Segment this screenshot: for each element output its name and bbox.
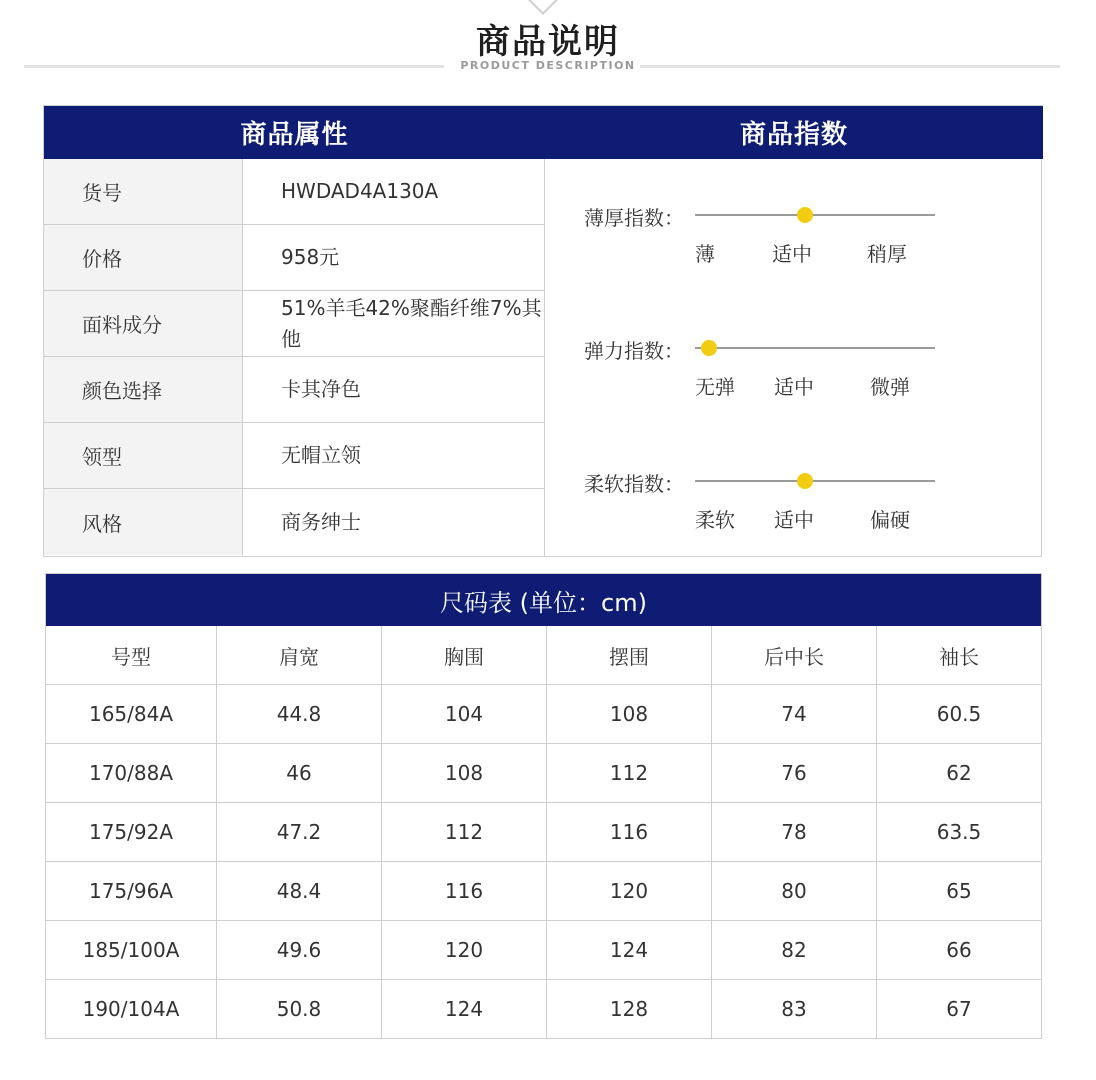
attribute-label: 面料成分 xyxy=(44,291,243,356)
attribute-label: 领型 xyxy=(44,423,243,488)
index-marker xyxy=(797,473,813,489)
index-tick-low: 无弹 xyxy=(695,375,735,399)
attribute-row-item-number xyxy=(44,159,545,225)
size-table-header xyxy=(46,626,1041,684)
size-table-cell: 74 xyxy=(711,685,876,743)
size-table-cell: 175/92A xyxy=(88,820,174,844)
index-tick-high: 偏硬 xyxy=(870,508,910,532)
size-table-cell: 82 xyxy=(711,921,876,979)
size-table-cell: 46 xyxy=(216,744,381,802)
size-table-cell: 165/84A xyxy=(88,702,174,726)
attribute-value: HWDAD4A130A xyxy=(281,179,439,203)
thickness-index xyxy=(545,202,1043,302)
index-label: 柔软指数： xyxy=(584,472,684,496)
size-table-cell: 112 xyxy=(381,803,546,861)
size-table-cell: 175/96A xyxy=(88,879,174,903)
attribute-label: 颜色选择 xyxy=(44,357,243,422)
size-table-row xyxy=(46,861,1041,920)
index-tick-high: 稍厚 xyxy=(867,242,907,266)
size-table-row xyxy=(46,684,1041,743)
attribute-row-collar xyxy=(44,423,545,489)
size-table-cell: 65 xyxy=(876,862,1041,920)
attribute-value: 无帽立领 xyxy=(281,443,361,467)
size-table-cell: 116 xyxy=(546,803,711,861)
size-table-header-cell: 摆围 xyxy=(546,626,711,684)
index-track xyxy=(695,347,935,349)
index-tick-high: 微弹 xyxy=(870,375,910,399)
size-table-cell: 60.5 xyxy=(876,685,1041,743)
attribute-row-fabric xyxy=(44,291,545,357)
attribute-row-price xyxy=(44,225,545,291)
size-table-cell: 120 xyxy=(546,862,711,920)
size-table-cell: 44.8 xyxy=(216,685,381,743)
size-table-header-cell: 号型 xyxy=(111,644,151,669)
size-table-header-cell: 袖长 xyxy=(876,626,1041,684)
size-table-cell: 108 xyxy=(546,685,711,743)
index-tick-mid: 适中 xyxy=(772,242,812,266)
size-table-cell: 63.5 xyxy=(876,803,1041,861)
index-tick-low: 柔软 xyxy=(695,508,735,532)
page-subtitle: PRODUCT DESCRIPTION xyxy=(460,59,636,72)
index-tick-low: 薄 xyxy=(695,242,715,266)
size-table-cell: 104 xyxy=(381,685,546,743)
size-table-cell: 170/88A xyxy=(88,761,174,785)
product-info-block xyxy=(43,105,1042,557)
index-marker xyxy=(701,340,717,356)
size-table-cell: 47.2 xyxy=(216,803,381,861)
size-table-cell: 80 xyxy=(711,862,876,920)
page-title: 商品说明 xyxy=(476,22,620,62)
size-table-cell: 62 xyxy=(876,744,1041,802)
index-track xyxy=(695,214,935,216)
size-table xyxy=(46,626,1041,1038)
size-table-cell: 49.6 xyxy=(216,921,381,979)
size-table-cell: 67 xyxy=(876,980,1041,1038)
attribute-value: 958元 xyxy=(281,245,340,269)
index-marker xyxy=(797,207,813,223)
size-table-cell: 120 xyxy=(381,921,546,979)
index-label: 弹力指数： xyxy=(584,339,684,363)
attribute-value: 卡其净色 xyxy=(281,377,361,401)
attributes-heading: 商品属性 xyxy=(44,106,545,159)
size-table-cell: 50.8 xyxy=(216,980,381,1038)
size-table-header-cell: 肩宽 xyxy=(216,626,381,684)
attribute-label: 货号 xyxy=(44,159,243,224)
index-track xyxy=(695,480,935,482)
attribute-row-style xyxy=(44,489,545,555)
size-table-cell: 66 xyxy=(876,921,1041,979)
index-tick-mid: 适中 xyxy=(774,375,814,399)
size-table-cell: 76 xyxy=(711,744,876,802)
attributes-table xyxy=(44,159,545,557)
size-table-header-cell: 胸围 xyxy=(381,626,546,684)
indices-panel xyxy=(545,159,1043,557)
index-label: 薄厚指数： xyxy=(584,206,684,230)
size-table-cell: 112 xyxy=(546,744,711,802)
size-table-cell: 124 xyxy=(546,921,711,979)
index-tick-mid: 适中 xyxy=(774,508,814,532)
size-table-row xyxy=(46,979,1041,1038)
size-table-cell: 185/100A xyxy=(82,938,180,962)
elasticity-index xyxy=(545,335,1043,435)
size-table-cell: 128 xyxy=(546,980,711,1038)
attribute-row-color xyxy=(44,357,545,423)
size-table-cell: 83 xyxy=(711,980,876,1038)
size-table-row xyxy=(46,743,1041,802)
attribute-value: 商务绅士 xyxy=(281,509,361,534)
size-table-cell: 78 xyxy=(711,803,876,861)
size-table-row xyxy=(46,920,1041,979)
size-chart xyxy=(45,573,1042,1039)
indices-heading: 商品指数 xyxy=(545,106,1043,159)
size-table-header-cell: 后中长 xyxy=(711,626,876,684)
size-table-cell: 116 xyxy=(381,862,546,920)
size-table-row xyxy=(46,802,1041,861)
size-chart-heading: 尺码表 (单位：cm) xyxy=(46,574,1041,626)
size-table-cell: 108 xyxy=(381,744,546,802)
attribute-label: 风格 xyxy=(44,489,243,555)
size-table-cell: 190/104A xyxy=(82,997,180,1021)
softness-index xyxy=(545,468,1043,568)
size-table-cell: 48.4 xyxy=(216,862,381,920)
attribute-value: 51%羊毛42%聚酯纤维7%其他 xyxy=(281,295,542,351)
top-notch-decoration xyxy=(526,0,560,15)
size-table-cell: 124 xyxy=(381,980,546,1038)
attribute-label: 价格 xyxy=(44,225,243,290)
